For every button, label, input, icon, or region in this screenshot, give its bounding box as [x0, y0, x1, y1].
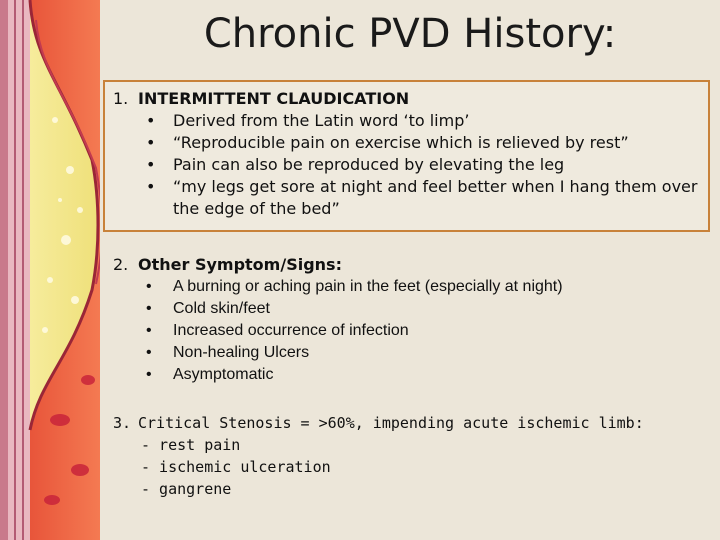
bullet-text: Asymptomatic: [173, 366, 274, 383]
section-number: 3.: [113, 414, 132, 432]
section-critical-stenosis: [113, 412, 703, 502]
list-item: [146, 176, 706, 220]
bullet-text: Non-healing Ulcers: [173, 344, 310, 361]
bullet-text: “Reproducible pain on exercise which is relieved by rest”: [173, 133, 629, 152]
section-number: 2.: [113, 255, 129, 274]
section-intermittent-claudication: [113, 88, 703, 228]
bullet-text: Pain can also be reproduced by elevating the leg: [173, 155, 565, 174]
bullet-icon: •: [146, 177, 156, 196]
list-item: - rest pain: [141, 436, 241, 454]
list-item: [146, 320, 706, 342]
bullet-icon: •: [146, 344, 152, 361]
bullet-text: Derived from the Latin word ‘to limp’: [173, 111, 470, 130]
bullet-icon: •: [146, 133, 156, 152]
bullet-icon: •: [146, 155, 156, 174]
bullet-icon: •: [146, 322, 152, 339]
section-heading: Critical Stenosis = >60%, impending acute ischemic limb:: [138, 414, 644, 432]
bullet-icon: •: [146, 300, 152, 317]
slide-title: Chronic PVD History:: [203, 11, 617, 57]
section-heading: Other Symptom/Signs:: [138, 255, 342, 274]
list-item: [146, 276, 706, 298]
list-item: - ischemic ulceration: [141, 458, 331, 476]
section-heading: INTERMITTENT CLAUDICATION: [138, 89, 410, 108]
bullet-list: [146, 276, 706, 386]
bullet-list: [146, 110, 706, 220]
bullet-icon: •: [146, 111, 156, 130]
bullet-icon: •: [146, 366, 152, 383]
section-other-symptoms: [113, 254, 703, 384]
bullet-text: Increased occurrence of infection: [173, 322, 409, 339]
artery-illustration: [0, 0, 100, 540]
list-item: - gangrene: [141, 480, 232, 498]
list-item: [146, 364, 706, 386]
bullet-text: Cold skin/feet: [173, 300, 270, 317]
section-number: 1.: [113, 89, 129, 108]
list-item: [146, 110, 706, 132]
list-item: [146, 132, 706, 154]
list-item: [146, 154, 706, 176]
list-item: [146, 298, 706, 320]
bullet-icon: •: [146, 278, 152, 295]
bullet-text: “my legs get sore at night and feel better when I hang them over the edge of the bed”: [173, 177, 698, 218]
bullet-text: A burning or aching pain in the feet (especially at night): [173, 278, 563, 295]
list-item: [146, 342, 706, 364]
